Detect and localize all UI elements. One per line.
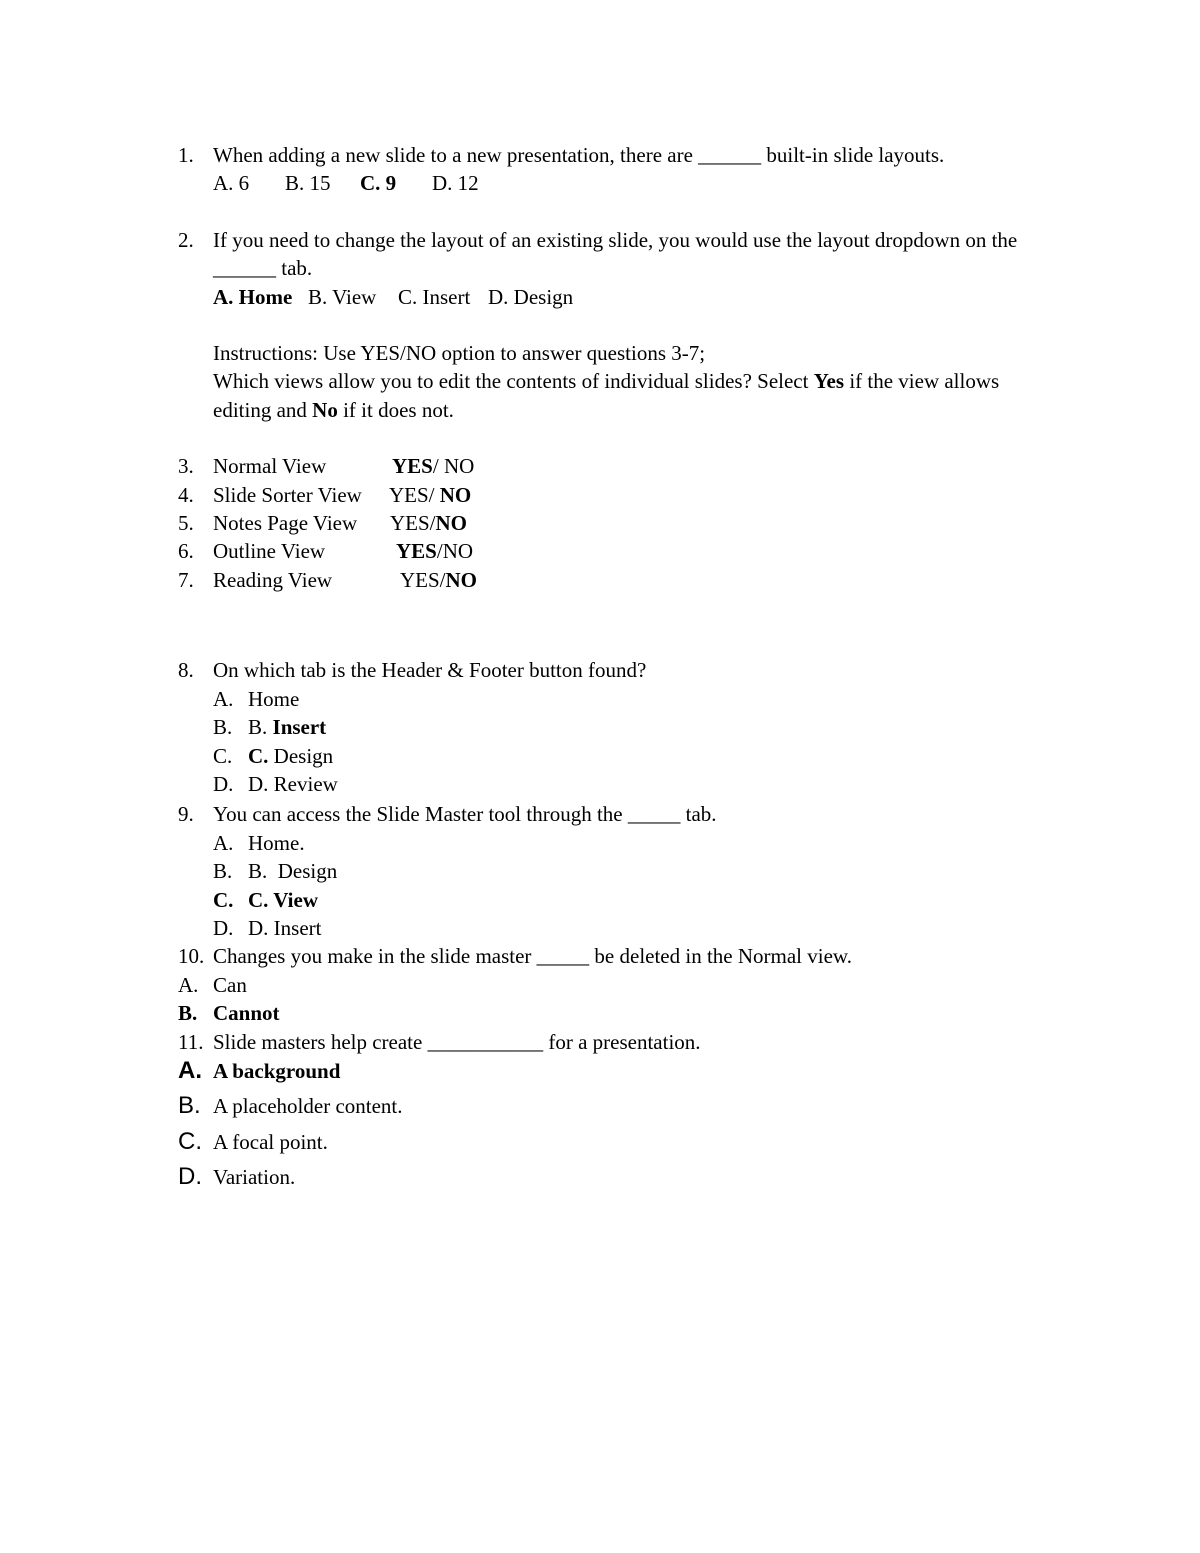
line-text: [248, 770, 338, 798]
list-marker: D.: [213, 915, 234, 940]
line-text: [213, 1163, 295, 1191]
question-11-option-b: [178, 1092, 1180, 1120]
text-run: Slide masters help create ___________ for a presentation.: [213, 1029, 701, 1054]
line-text: [213, 396, 454, 424]
question-10: [178, 942, 1180, 970]
text-run: Instructions: Use YES/NO option to answer questions 3-7;: [213, 341, 706, 366]
list-marker: 11.: [178, 1029, 204, 1054]
text-run: /NO: [436, 539, 474, 564]
line-text: [213, 1128, 328, 1156]
question-9-option-d: [178, 914, 1180, 942]
question-9-option-b: [178, 857, 1180, 885]
list-marker: A.: [213, 830, 234, 855]
question-8-option-d: [178, 770, 1180, 798]
list-marker: 2.: [178, 227, 194, 252]
question-10-option-a: [178, 971, 1180, 999]
list-marker: D.: [213, 771, 234, 796]
text-run: Insert: [272, 715, 327, 740]
text-run: Normal View: [213, 454, 327, 479]
line-text: [213, 1057, 340, 1085]
line-text: [213, 800, 717, 828]
question-2-options: [178, 283, 1180, 311]
text-run: B. Design: [248, 859, 338, 884]
question-9-option-a: [178, 829, 1180, 857]
list-marker: A.: [178, 1056, 202, 1084]
text-run: B. 15: [285, 171, 331, 196]
text-run: A. 6: [213, 171, 250, 196]
question-11: [178, 1028, 1180, 1056]
instructions-line-3: [178, 396, 1180, 424]
text-run: D. Design: [488, 284, 574, 309]
list-marker: D.: [178, 1163, 202, 1191]
document-body: [178, 141, 1180, 1192]
list-marker: A.: [178, 972, 199, 997]
list-marker: 5.: [178, 511, 194, 536]
text-run: if the view allows: [844, 369, 1000, 394]
question-8-option-b: [178, 713, 1180, 741]
question-5-notes-page-view: [178, 509, 1180, 537]
text-run: When adding a new slide to a new presentation, there are ______ built-in slide layouts.: [213, 143, 945, 167]
line-text: [213, 1092, 403, 1120]
list-marker: C.: [213, 743, 233, 768]
text-run: A focal point.: [213, 1129, 328, 1154]
text-run: D. Review: [248, 771, 338, 796]
text-run: ______ tab.: [213, 256, 313, 281]
text-run: If you need to change the layout of an existing slide, you would use the layout dropdown on the: [213, 227, 1018, 252]
text-run: Notes Page View: [213, 511, 358, 536]
line-text: [213, 999, 280, 1027]
question-9: [178, 800, 1180, 828]
text-run: YES/: [400, 567, 446, 592]
question-11-option-d: [178, 1163, 1180, 1191]
line-text: [248, 713, 326, 741]
line-text: [213, 226, 1017, 254]
list-marker: B.: [213, 715, 233, 740]
line-text: [248, 742, 333, 770]
text-run: editing and: [213, 397, 313, 422]
text-run: YES/: [390, 511, 436, 536]
list-marker: B.: [178, 1092, 201, 1120]
text-run: C. Insert: [398, 284, 471, 309]
line-text: [248, 829, 305, 857]
question-9-option-c: [178, 886, 1180, 914]
text-run: A. Home: [213, 284, 293, 309]
text-run: if it does not.: [337, 397, 454, 422]
list-marker: 4.: [178, 482, 194, 507]
list-marker: 3.: [178, 454, 194, 479]
text-run: B.: [248, 715, 273, 740]
question-7-reading-view: [178, 566, 1180, 594]
line-text: [213, 1028, 701, 1056]
line-text: [213, 566, 477, 594]
text-run: YES: [396, 539, 437, 564]
question-11-option-a: [178, 1057, 1180, 1085]
question-8: [178, 656, 1180, 684]
text-run: NO: [435, 511, 468, 536]
list-marker: B.: [213, 859, 233, 884]
text-run: A background: [213, 1058, 341, 1083]
line-text: [213, 339, 705, 367]
line-text: [213, 537, 473, 565]
list-marker: 1.: [178, 143, 194, 167]
text-run: Design: [268, 743, 334, 768]
text-run: Cannot: [213, 1001, 280, 1026]
text-run: / NO: [432, 454, 475, 479]
line-text: [213, 942, 852, 970]
instructions-line-1: [178, 339, 1180, 367]
list-marker: 6.: [178, 539, 194, 564]
text-run: Outline View: [213, 539, 326, 564]
text-run: B. View: [308, 284, 377, 309]
question-3-normal-view: [178, 452, 1180, 480]
line-text: [213, 481, 471, 509]
line-text: [248, 886, 318, 914]
text-run: Slide Sorter View: [213, 482, 362, 507]
question-1-options: [178, 169, 1180, 197]
text-run: C. 9: [360, 171, 397, 196]
text-run: Home.: [248, 830, 305, 855]
text-run: Home: [248, 686, 300, 711]
line-text: [248, 685, 299, 713]
list-marker: B.: [178, 1001, 198, 1026]
question-8-option-c: [178, 742, 1180, 770]
line-text: [213, 141, 944, 169]
list-marker: 9.: [178, 802, 194, 827]
question-11-option-c: [178, 1128, 1180, 1156]
text-run: On which tab is the Header & Footer button found?: [213, 658, 647, 683]
text-run: C. View: [248, 887, 318, 912]
text-run: NO: [439, 482, 472, 507]
question-4-slide-sorter-view: [178, 481, 1180, 509]
text-run: Changes you make in the slide master _____ be deleted in the Normal view.: [213, 944, 852, 969]
question-10-option-b: [178, 999, 1180, 1027]
list-marker: 10.: [178, 944, 205, 969]
list-marker: C.: [178, 1127, 202, 1155]
line-text: [213, 656, 646, 684]
list-marker: 8.: [178, 658, 194, 683]
question-2: [178, 226, 1180, 254]
line-text: [213, 169, 479, 197]
line-text: [248, 914, 321, 942]
text-run: D. 12: [432, 171, 479, 196]
line-text: [213, 452, 474, 480]
text-run: No: [312, 397, 338, 422]
question-6-outline-view: [178, 537, 1180, 565]
line-text: [248, 857, 337, 885]
text-run: A placeholder content.: [213, 1094, 403, 1119]
text-run: YES/: [389, 482, 440, 507]
line-text: [213, 254, 312, 282]
list-marker: 7.: [178, 567, 194, 592]
line-text: [213, 971, 247, 999]
list-marker: A.: [213, 686, 234, 711]
instructions-line-2: [178, 367, 1180, 395]
text-run: Variation.: [213, 1165, 296, 1190]
text-run: Reading View: [213, 567, 333, 592]
text-run: NO: [445, 567, 478, 592]
list-marker: C.: [213, 887, 234, 912]
text-run: D. Insert: [248, 915, 322, 940]
text-run: Yes: [813, 369, 845, 394]
question-8-option-a: [178, 685, 1180, 713]
text-run: Which views allow you to edit the contents of individual slides? Select: [213, 369, 814, 394]
question-1: [178, 141, 1180, 169]
question-2-blank-line: [178, 254, 1180, 282]
line-text: [213, 283, 573, 311]
text-run: Can: [213, 972, 247, 997]
text-run: You can access the Slide Master tool through the _____ tab.: [213, 802, 717, 827]
text-run: C.: [248, 743, 269, 768]
line-text: [213, 509, 467, 537]
line-text: [213, 367, 999, 395]
text-run: YES: [392, 454, 433, 479]
